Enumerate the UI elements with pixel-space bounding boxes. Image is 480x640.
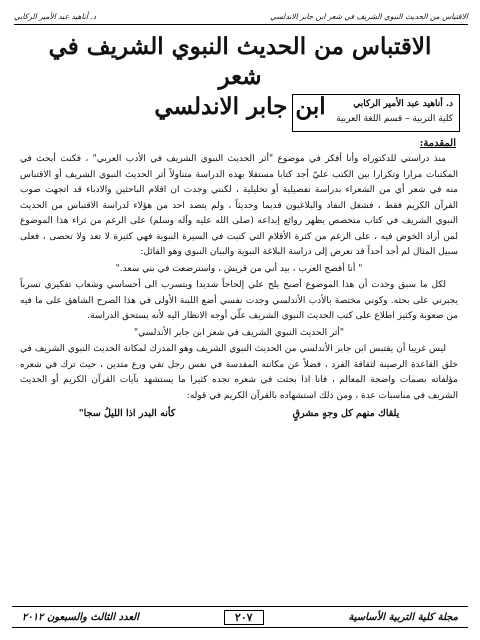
page-footer bbox=[12, 606, 468, 628]
footer-issue-group bbox=[22, 612, 139, 623]
author-affiliation: كلية التربية – قسم اللغة العربية bbox=[336, 114, 453, 124]
running-head-title: الاقتباس من الحديث النبوي الشريف في شعر ابن جابر الاندلسي bbox=[270, 11, 468, 21]
article-title-line-1: الاقتباس من الحديث النبوي الشريف في شعر bbox=[48, 33, 432, 90]
verse-hemistich-left: كأنه البدر اذا الليلُ سجا" bbox=[78, 408, 176, 419]
paragraph-context: ليس غريبا أن يقتبس ابن جابر الأندلسي من الحديث النبوي الشريف وهو المدرك لمكانة الحديث النبوي الشريف في خلق القاعدة الرصينة لثقافة الفرد ، فضلاً عن مكانته المقدسة في نفس رجل تقي ورع متدين ، حيث ترك في شعره مؤلفاته بصمات واضحة المعالم ، فانا اذا بحثت في شعره تجده كثيرا ما يستشهد بآيات القرآن الكريم أو الحديث الشريف في مناسبات عدة ، ومن ذلك استشهاده بالقرآن الكريم في قوله: bbox=[20, 344, 458, 401]
running-head bbox=[14, 8, 468, 25]
hadith-quote: " أنا أفصح العرب ، بيد أني من قريش ، واسترضعت في بني سعد." bbox=[115, 263, 363, 274]
section-heading: المقدمة: bbox=[419, 138, 456, 149]
author-box bbox=[292, 94, 460, 132]
author-name: د. أناهيد عبد الأمير الركابي bbox=[353, 99, 453, 109]
running-head-author: د. أناهيد عبد الأمير الركابي bbox=[14, 11, 97, 21]
body-text bbox=[20, 152, 458, 422]
article-title-line-2: ابن جابر الاندلسي bbox=[154, 93, 326, 120]
footer-issue: العدد الثالث والسبعون ٢٠١٢ bbox=[22, 611, 139, 623]
page-number: ٢٠٧ bbox=[224, 610, 264, 625]
poem-verse bbox=[20, 406, 458, 422]
topic-quote: "أثر الحديث النبوي الشريف في شعر ابن جابر الأندلسي" bbox=[133, 327, 345, 338]
paragraph-motivation: لكل ما سبق وجدت أن هذا الموضوع أصبح يلح علي إلحاحاً شديدا ويتسرب الى أحساسي وشعاب تفكيري تسرباً يجبرني على بحثه. وكوني مختصة بالأدب الأندلسي وجدت نفسي أضع اللبنة الأولى في هذا الصرح الشاهق على ما فيه من صعوبة وكثير اطلاع على كتب الحديث النبوي الشريف علّي أوجه الانظار اليه لأنه يستحق الدراسة. bbox=[20, 280, 458, 321]
verse-hemistich-right: يلقاك منهم كل وجهٍ مشرقٍ bbox=[292, 408, 400, 419]
paragraph-intro: منذ دراستي للدكتوراه وأنا أفكر في موضوع "أثر الحديث النبوي الشريف في الأدب العربي" ، فكنت أبحث في المكتبات مرارا وتكرارا بين الكتب عليّ أجد كتابا مستقلا بهذه الدراسة متناولاً أثر الحديث النبوي الشريف أو الاقتباس منه في شعر أي من الشعراء بدراسة تفصيلية أو تحليلية ، لكنني وجدت ان اقلام الباحثين والادباء قد اتجهت صوب القرآن الكريم فقط ، فشغل النقاد والبلاغيون قديما وحديثاً ، ولم يتصد احد من هؤلاء لدراسة الاقتباس من الحديث النبوي الشريف في كتاب متخصص يظهر روائع إبداعه (صلى الله عليه وآله وسلم) على الرغم من ثراء هذا الموضوع لمن أراد الخوض فيه ، على الرغم من كثرة الأقلام التي كتبت في السيرة النبوية فهي كثيرة لا تعد ولا تحصى ، فعلى سبيل المثال لم أجد أحداً قد تعرض إلى دراسة البلاغة النبوية والبيان النبوي وهو القائل: bbox=[20, 154, 458, 257]
footer-journal: مجلة كلية التربية الأساسية bbox=[348, 611, 458, 623]
